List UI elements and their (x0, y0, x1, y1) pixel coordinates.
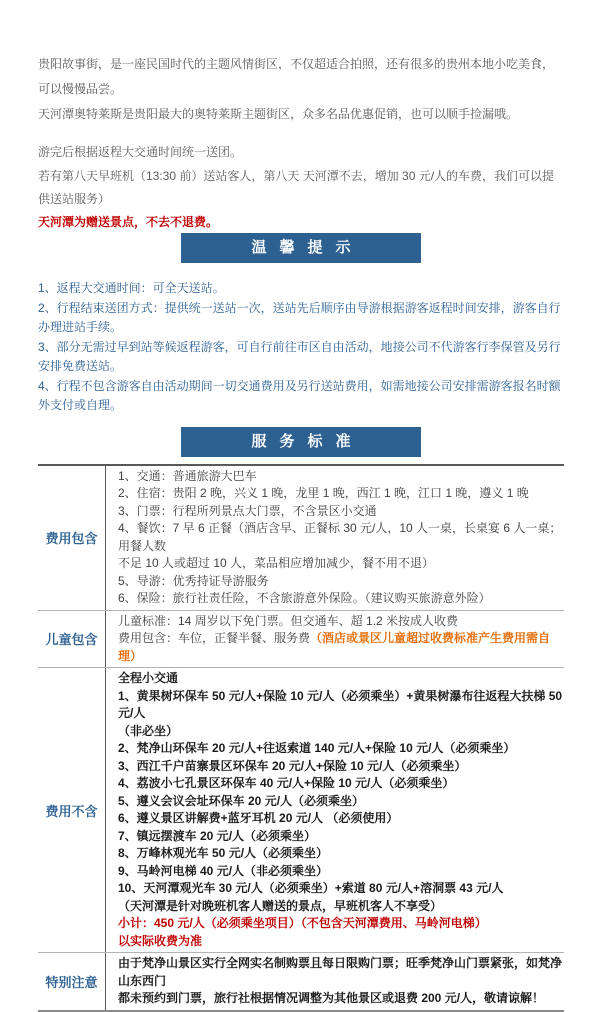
content-line (118, 775, 564, 793)
content-segment: 费用包含：车位，正餐半餐、服务费 (118, 631, 311, 645)
content-line (118, 503, 564, 521)
row-label: 费用不含 (38, 668, 106, 952)
early-flight-note: 若有第八天早班机（13:30 前）送站客人，第八天 天河潭不去，增加 30 元/人的车费，我们可以提供送站服务） (38, 169, 555, 206)
tip-item: 3、部分无需过早到站等候返程游客，可自行前往市区自由活动，地接公司不代游客行李保管及另行安排免费送站。 (38, 339, 561, 373)
service-table-row (38, 466, 564, 611)
content-line (118, 740, 564, 758)
content-line (118, 898, 564, 916)
row-label: 特别注意 (38, 953, 106, 1010)
content-segment: 9、马岭河电梯 40 元/人（非必须乘坐） (118, 863, 329, 878)
gift-scenic-note: 天河潭为赠送景点，不去不退费。 (38, 215, 219, 229)
content-line (118, 915, 564, 933)
content-line (118, 688, 564, 723)
content-segment: 儿童标准：14 周岁以下免门票。但交通车、超 1.2 米按成人收费 (118, 613, 459, 628)
intro-line-1: 贵阳故事街，是一座民国时代的主题风情街区，不仅超适合拍照，还有很多的贵州本地小吃美食，可以慢慢品尝。 (38, 57, 555, 96)
content-segment: 全程小交通 (118, 671, 179, 685)
content-segment: （天河潭是针对晚班机客人赠送的景点，早班机客人不享受） (118, 898, 443, 913)
content-line (118, 758, 564, 776)
tip-item: 2、行程结束送团方式：提供统一送站一次，送站先后顺序由导游根据游客返程时间安排，游客自行办理进站手续。 (38, 300, 561, 334)
row-label: 费用包含 (38, 466, 106, 610)
intro-paragraph (38, 52, 564, 127)
content-segment: 4、荔波小七孔景区环保车 40 元/人+保险 10 元/人（必须乘坐） (118, 776, 455, 790)
row-content (106, 466, 564, 610)
tips-list (38, 279, 564, 416)
content-segment: 4、餐饮：7 早 6 正餐（酒店含早、正餐标 30 元/人，10 人一桌，长桌宴 6 人一桌；用餐人数 (118, 521, 562, 553)
service-table-row (38, 611, 564, 669)
content-line (118, 590, 564, 608)
content-line (118, 468, 564, 486)
content-segment: 3、门票：行程所列景点大门票，不含景区小交通 (118, 503, 377, 518)
content-segment: 2、住宿：贵阳 2 晚，兴义 1 晚，龙里 1 晚，西江 1 晚，江口 1 晚，遵义 1 晚 (118, 486, 529, 500)
content-segment: 1、交通：普通旅游大巴车 (118, 468, 257, 483)
service-standard-banner: 服务标准 (181, 427, 421, 457)
tip-item: 1、返程大交通时间：可全天送站。 (38, 281, 225, 295)
content-line (118, 555, 564, 573)
content-line (118, 933, 564, 951)
content-segment: （酒店或景区儿童超过收费标准产生费用需自理） (118, 631, 551, 663)
content-segment: 都未预约到门票，旅行社根据情况调整为其他景区或退费 200 元/人，敬请谅解！ (118, 991, 545, 1005)
content-segment: 不足 10 人或超过 10 人，菜品相应增加减少，餐不用不退） (118, 556, 435, 570)
content-line (118, 573, 564, 591)
content-segment: 2、梵净山环保车 20 元/人+往返索道 140 元/人+保险 10 元/人（必须乘坐） (118, 741, 516, 755)
content-segment: 由于梵净山景区实行全网实名制购票且每日限购门票；旺季梵净山门票紧张，如梵净山东西门 (118, 956, 563, 988)
row-content (106, 953, 564, 1010)
content-segment: 10、天河潭观光车 30 元/人（必须乘坐）+索道 80 元/人+溶洞票 43 元/人 (118, 881, 504, 895)
content-line (118, 828, 564, 846)
content-segment: （非必坐） (118, 723, 179, 738)
content-line (118, 485, 564, 503)
content-line (118, 990, 564, 1008)
content-line (118, 670, 564, 688)
content-line (118, 863, 564, 881)
content-segment: 3、西江千户苗寨景区环保车 20 元/人+保险 10 元/人（必须乘坐） (118, 758, 467, 773)
tip-item: 4、行程不包含游客自由活动期间一切交通费用及另行送站费用，如需地接公司安排需游客报名时额外支付或自理。 (38, 378, 561, 412)
tips-banner: 温馨提示 (181, 233, 421, 263)
content-line (118, 520, 564, 555)
content-segment: 8、万峰林观光车 50 元/人（必须乘坐） (118, 846, 329, 860)
row-label: 儿童包含 (38, 611, 106, 668)
content-segment: 6、遵义景区讲解费+蓝牙耳机 20 元/人 （必须使用） (118, 811, 399, 825)
content-line (118, 613, 564, 631)
service-table-row (38, 668, 564, 953)
content-segment: 以实际收费为准 (118, 933, 203, 948)
content-line (118, 723, 564, 741)
content-segment: 小计：450 元/人（必须乘坐项目）（不包含天河潭费用、马岭河电梯） (118, 916, 487, 930)
service-table-row (38, 953, 564, 1010)
content-line (118, 880, 564, 898)
content-segment: 5、导游：优秀持证导游服务 (118, 573, 269, 588)
content-line (118, 845, 564, 863)
content-segment: 6、保险：旅行社责任险，不含旅游意外保险。（建议购买旅游意外险） (118, 591, 491, 605)
content-segment: 7、镇远摆渡车 20 元/人（必须乘坐） (118, 828, 317, 843)
content-line (118, 810, 564, 828)
departure-note: 游完后根据返程大交通时间统一送团。 (38, 145, 243, 159)
content-line (118, 793, 564, 811)
content-segment: 5、遵义会议会址环保车 20 元/人（必须乘坐） (118, 793, 365, 808)
row-content (106, 611, 564, 668)
content-line (118, 630, 564, 665)
content-segment: 1、黄果树环保车 50 元/人+保险 10 元/人（必须乘坐）+黄果树瀑布往返程大扶梯 50 元/人 (118, 688, 563, 720)
row-content (106, 668, 564, 952)
content-line (118, 955, 564, 990)
intro-line-2: 天河潭奥特莱斯是贵阳最大的奥特莱斯主题街区，众多名品优惠促销，也可以顺手捡漏哦。 (38, 107, 519, 121)
service-table (38, 464, 564, 1012)
